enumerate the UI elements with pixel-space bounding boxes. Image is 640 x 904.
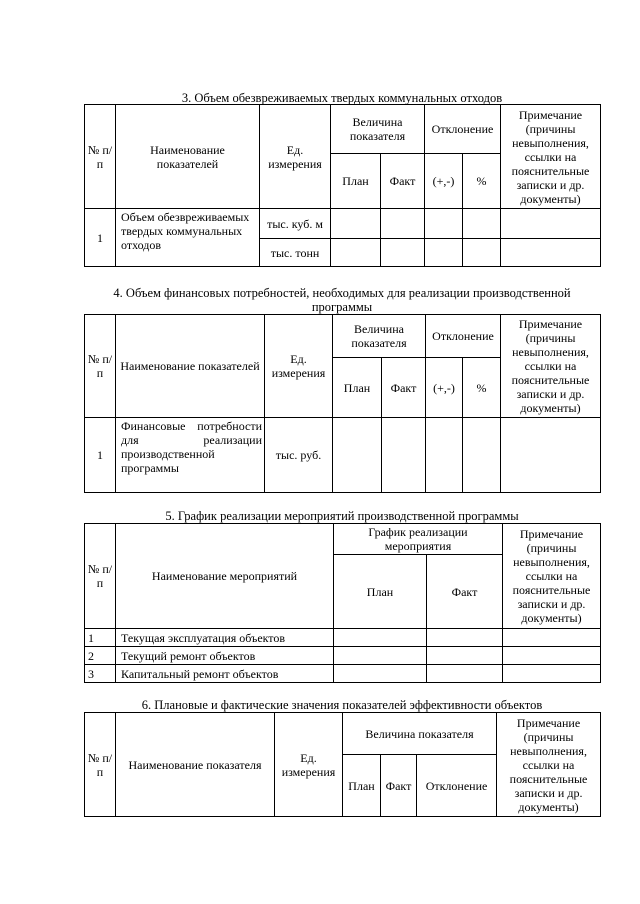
header-plus-minus: (+,-) <box>425 154 463 209</box>
header-plus-minus: (+,-) <box>426 358 463 418</box>
header-fact: Факт <box>427 555 503 629</box>
section-4-title: 4. Объем финансовых потребностей, необходимых для реализации производственной программы <box>113 286 571 314</box>
header-fact: Факт <box>381 755 417 817</box>
header-value: Величина показателя <box>331 105 425 154</box>
row-num: 1 <box>85 418 116 493</box>
header-name: Наименование показателей <box>116 315 265 418</box>
cell-pm[interactable] <box>426 418 463 493</box>
cell-note-2[interactable] <box>501 239 601 267</box>
section-6-title: 6. Плановые и фактические значения показателей эффективности объектов <box>141 698 543 712</box>
cell-fact[interactable] <box>427 629 503 647</box>
header-note: Примечание (причины невыполнения, ссылки на пояснительные записки и др. документы) <box>501 315 601 418</box>
header-value: Величина показателя <box>343 713 497 755</box>
header-deviation: Отклонение <box>417 755 497 817</box>
cell-fact-1[interactable] <box>381 209 425 239</box>
row-name: Объем обезвреживаемых твердых коммунальных отходов <box>116 209 260 267</box>
table-row <box>85 647 601 665</box>
cell-fact[interactable] <box>382 418 426 493</box>
header-unit: Ед. измерения <box>265 315 333 418</box>
table-row <box>85 629 601 647</box>
row-num: 3 <box>85 665 116 683</box>
cell-pct[interactable] <box>463 418 501 493</box>
header-deviation: Отклонение <box>426 315 501 358</box>
cell-note-1[interactable] <box>501 209 601 239</box>
cell-plan-1[interactable] <box>331 209 381 239</box>
header-name: Наименование мероприятий <box>116 524 334 629</box>
cell-pct-1[interactable] <box>463 209 501 239</box>
header-num: № п/п <box>85 524 116 629</box>
section-3-table <box>84 104 601 267</box>
cell-pm-1[interactable] <box>425 209 463 239</box>
header-num: № п/п <box>85 713 116 817</box>
cell-plan[interactable] <box>334 647 427 665</box>
row-num: 1 <box>85 209 116 267</box>
section-5-title: 5. График реализации мероприятий производственной программы <box>165 509 519 523</box>
header-deviation: Отклонение <box>425 105 501 154</box>
header-schedule: График реализации мероприятия <box>334 524 503 555</box>
row-name: Финансовые потребности для реализации производственной программы <box>116 418 265 493</box>
cell-note[interactable] <box>503 629 601 647</box>
cell-fact[interactable] <box>427 665 503 683</box>
header-percent: % <box>463 154 501 209</box>
header-num: № п/п <box>85 315 116 418</box>
cell-plan[interactable] <box>334 665 427 683</box>
header-name: Наименование показателей <box>116 105 260 209</box>
header-unit: Ед. измерения <box>275 713 343 817</box>
row-num: 2 <box>85 647 116 665</box>
header-unit: Ед. измерения <box>260 105 331 209</box>
header-plan: План <box>331 154 381 209</box>
row-unit-1: тыс. куб. м <box>260 209 331 239</box>
header-plan: План <box>333 358 382 418</box>
section-3-title: 3. Объем обезвреживаемых твердых коммунальных отходов <box>181 91 503 105</box>
table-row <box>85 665 601 683</box>
header-name: Наименование показателя <box>116 713 275 817</box>
header-plan: План <box>334 555 427 629</box>
cell-note[interactable] <box>501 418 601 493</box>
cell-note[interactable] <box>503 647 601 665</box>
row-unit: тыс. руб. <box>265 418 333 493</box>
section-6-table <box>84 712 601 817</box>
section-5-table <box>84 523 601 683</box>
header-note: Примечание (причины невыполнения, ссылки на пояснительные записки и др. документы) <box>503 524 601 629</box>
header-plan: План <box>343 755 381 817</box>
row-name: Текущий ремонт объектов <box>116 647 334 665</box>
header-note: Примечание (причины невыполнения, ссылки на пояснительные записки и др. документы) <box>497 713 601 817</box>
header-value: Величина показателя <box>333 315 426 358</box>
row-name: Текущая эксплуатация объектов <box>116 629 334 647</box>
cell-plan-2[interactable] <box>331 239 381 267</box>
row-num: 1 <box>85 629 116 647</box>
cell-fact[interactable] <box>427 647 503 665</box>
header-fact: Факт <box>381 154 425 209</box>
section-4-table <box>84 314 601 493</box>
cell-plan[interactable] <box>334 629 427 647</box>
header-percent: % <box>463 358 501 418</box>
header-fact: Факт <box>382 358 426 418</box>
cell-note[interactable] <box>503 665 601 683</box>
row-name: Капитальный ремонт объектов <box>116 665 334 683</box>
cell-plan[interactable] <box>333 418 382 493</box>
cell-pm-2[interactable] <box>425 239 463 267</box>
cell-pct-2[interactable] <box>463 239 501 267</box>
header-note: Примечание (причины невыполнения, ссылки на пояснительные записки и др. документы) <box>501 105 601 209</box>
row-unit-2: тыс. тонн <box>260 239 331 267</box>
header-num: № п/п <box>85 105 116 209</box>
cell-fact-2[interactable] <box>381 239 425 267</box>
